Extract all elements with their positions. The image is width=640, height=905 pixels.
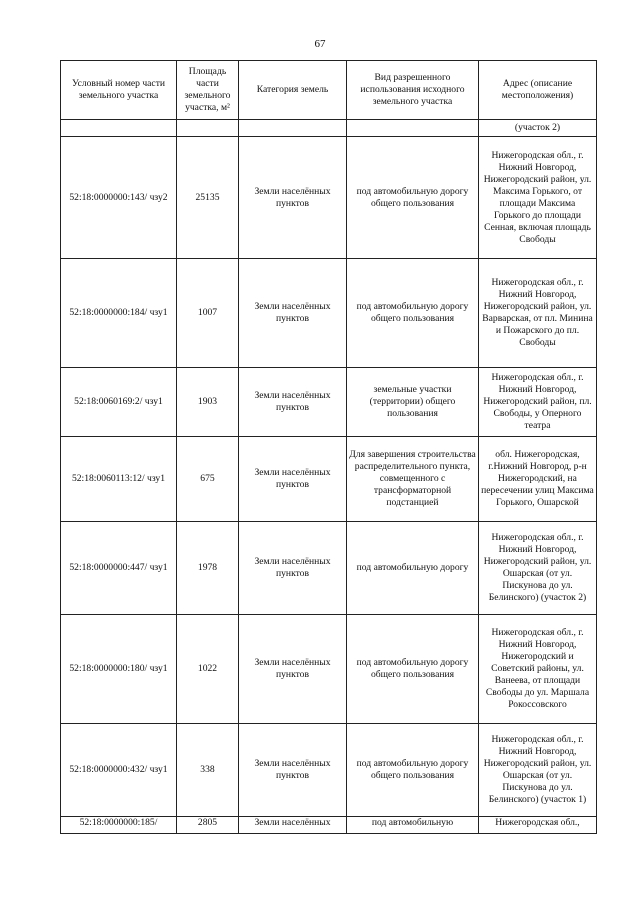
cell-empty xyxy=(177,120,239,137)
header-address: Адрес (описание местоположения) xyxy=(479,61,597,120)
table-row xyxy=(61,724,597,817)
cell-address: (участок 2) xyxy=(479,120,597,137)
table-row xyxy=(61,368,597,437)
cell-parcel-number: 52:18:0000000:185/ xyxy=(61,817,177,834)
table-row xyxy=(61,437,597,522)
cell-parcel-number: 52:18:0000000:143/ чзу2 xyxy=(61,137,177,259)
cell-area: 1903 xyxy=(177,368,239,437)
cell-permitted-use: под автомобильную дорогу xyxy=(347,522,479,615)
header-permitted-use: Вид разрешенного использования исходного земельного участка xyxy=(347,61,479,120)
table-row-continuation xyxy=(61,120,597,137)
header-land-category: Категория земель xyxy=(239,61,347,120)
cell-land-category: Земли населённых пунктов xyxy=(239,437,347,522)
table-header-row xyxy=(61,61,597,120)
cell-permitted-use: под автомобильную дорогу общего пользования xyxy=(347,137,479,259)
cell-area: 2805 xyxy=(177,817,239,834)
cell-land-category: Земли населённых пунктов xyxy=(239,368,347,437)
header-parcel-number: Условный номер части земельного участка xyxy=(61,61,177,120)
cell-permitted-use: под автомобильную дорогу общего пользования xyxy=(347,724,479,817)
cell-land-category: Земли населённых пунктов xyxy=(239,522,347,615)
table-row xyxy=(61,522,597,615)
cell-parcel-number: 52:18:0000000:432/ чзу1 xyxy=(61,724,177,817)
cell-land-category: Земли населённых пунктов xyxy=(239,137,347,259)
page-number: 67 xyxy=(314,38,326,50)
cell-land-category: Земли населённых пунктов xyxy=(239,259,347,368)
cell-permitted-use: под автомобильную дорогу общего пользования xyxy=(347,259,479,368)
cell-permitted-use: Для завершения строительства распределительного пункта, совмещенного с трансформаторной подстанцией xyxy=(347,437,479,522)
cell-empty xyxy=(61,120,177,137)
cell-empty xyxy=(347,120,479,137)
cell-permitted-use: земельные участки (территории) общего пользования xyxy=(347,368,479,437)
table-row xyxy=(61,817,597,834)
cell-parcel-number: 52:18:0060169:2/ чзу1 xyxy=(61,368,177,437)
table-row xyxy=(61,615,597,724)
cell-address: Нижегородская обл., г. Нижний Новгород, Нижегородский район, ул. Максима Горького, от площади Максима Горького до площади Сенная, включая площадь Свободы xyxy=(479,137,597,259)
cell-area: 1978 xyxy=(177,522,239,615)
cell-address: Нижегородская обл., г. Нижний Новгород, Нижегородский район, ул. Ошарская (от ул. Пискунова до ул. Белинского) (участок 1) xyxy=(479,724,597,817)
table-row xyxy=(61,259,597,368)
cell-address: Нижегородская обл., г. Нижний Новгород, Нижегородский и Советский районы, ул. Ванеева, от площади Свободы до ул. Маршала Рокоссовского xyxy=(479,615,597,724)
cell-address: Нижегородская обл., г. Нижний Новгород, Нижегородский район, пл. Свободы, у Оперного театра xyxy=(479,368,597,437)
cell-parcel-number: 52:18:0060113:12/ чзу1 xyxy=(61,437,177,522)
cell-parcel-number: 52:18:0000000:184/ чзу1 xyxy=(61,259,177,368)
cell-area: 1022 xyxy=(177,615,239,724)
cell-address: Нижегородская обл., г. Нижний Новгород, Нижегородский район, ул. Ошарская (от ул. Пискунова до ул. Белинского) (участок 2) xyxy=(479,522,597,615)
cell-address: Нижегородская обл., xyxy=(479,817,597,834)
cell-parcel-number: 52:18:0000000:180/ чзу1 xyxy=(61,615,177,724)
cell-land-category: Земли населённых xyxy=(239,817,347,834)
cell-empty xyxy=(239,120,347,137)
cell-land-category: Земли населённых пунктов xyxy=(239,615,347,724)
cell-parcel-number: 52:18:0000000:447/ чзу1 xyxy=(61,522,177,615)
cell-permitted-use: под автомобильную xyxy=(347,817,479,834)
cell-address: Нижегородская обл., г. Нижний Новгород, Нижегородский район, ул. Варварская, от пл. Минина и Пожарского до пл. Свободы xyxy=(479,259,597,368)
table-row xyxy=(61,137,597,259)
cell-area: 675 xyxy=(177,437,239,522)
cell-area: 25135 xyxy=(177,137,239,259)
header-area: Площадь части земельного участка, м² xyxy=(177,61,239,120)
cell-area: 338 xyxy=(177,724,239,817)
land-parcels-table xyxy=(60,60,597,834)
cell-address: обл. Нижегородская, г.Нижний Новгород, р-н Нижегородский, на пересечении улиц Максима Горького, Ошарской xyxy=(479,437,597,522)
cell-permitted-use: под автомобильную дорогу общего пользования xyxy=(347,615,479,724)
cell-area: 1007 xyxy=(177,259,239,368)
cell-land-category: Земли населённых пунктов xyxy=(239,724,347,817)
